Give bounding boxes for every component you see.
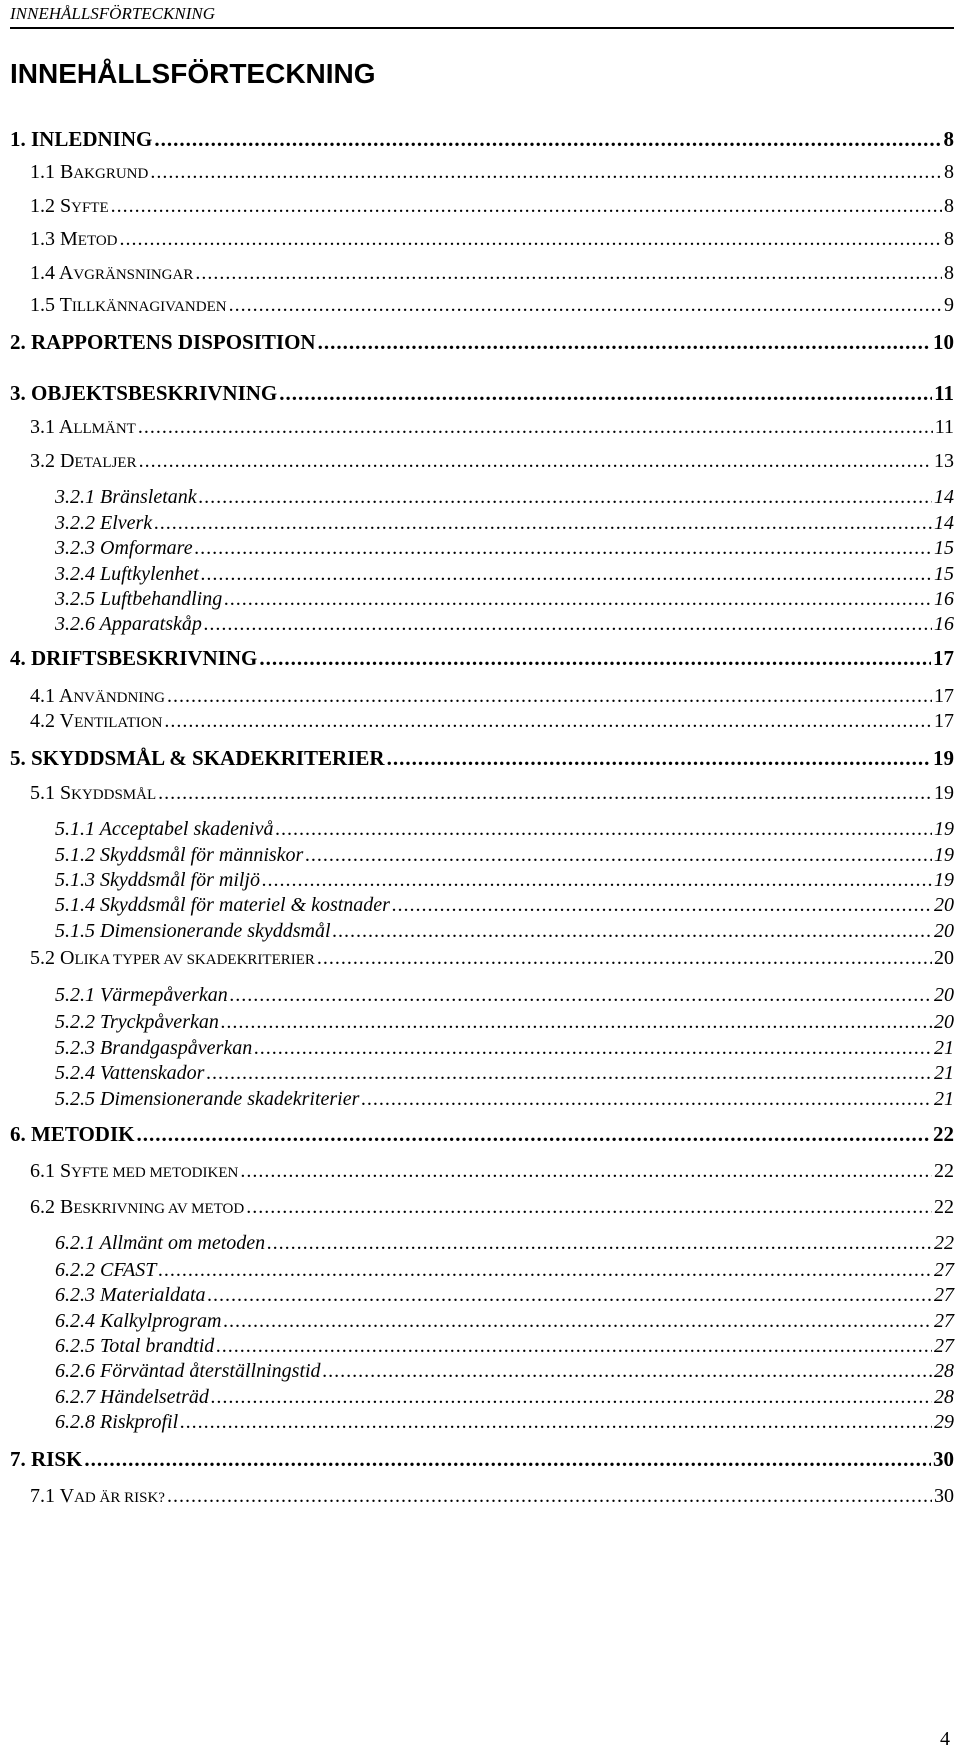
toc-entry[interactable] [55,1283,954,1308]
toc-page-number: 17 [933,646,954,670]
toc-entry[interactable] [10,126,954,152]
toc-entry-label: 5.2.3 Brandgaspåverkan [55,1037,253,1059]
toc-entry-label: 5. SKYDDSMÅL & SKADEKRITERIER [10,746,385,770]
toc-dot-leader [158,781,932,806]
toc-page-number: 19 [934,844,954,866]
toc-entry[interactable] [55,1359,954,1384]
toc-entry[interactable] [55,817,954,842]
toc-page-number: 16 [934,613,954,635]
toc-entry[interactable] [55,536,954,561]
toc-entry-label [30,194,109,221]
toc-entry-number: 6.2 B [30,1196,74,1218]
toc-entry-label [30,709,162,736]
toc-dot-leader [136,1121,931,1147]
toc-dot-leader [154,511,932,536]
toc-page-number: 22 [933,1122,954,1146]
toc-entry-label: 5.1.5 Dimensionerande skyddsmål [55,920,331,942]
toc-dot-leader [254,1036,932,1061]
toc-dot-leader [154,126,941,152]
toc-page-number: 14 [934,486,954,508]
toc-entry-title: AD ÄR RISK? [74,1490,165,1506]
toc-entry-label: 6.2.8 Riskprofil [55,1411,179,1433]
toc-page-number: 21 [934,1062,954,1084]
toc-entry-label: 5.1.4 Skyddsmål för materiel & kostnader [55,894,390,916]
toc-entry[interactable] [30,781,954,806]
toc-entry-label: 3.2.3 Omformare [55,537,193,559]
toc-page-number: 27 [934,1310,954,1332]
toc-page-number: 8 [943,127,954,151]
toc-entry-label [30,160,148,187]
toc-entry[interactable] [55,1334,954,1359]
toc-entry-number: 4.1 A [30,685,74,707]
toc-entry-title: KYDDSMÅL [71,787,157,803]
toc-entry[interactable] [10,745,954,771]
toc-entry-number: 7.1 V [30,1485,75,1507]
toc-page-number: 15 [934,537,954,559]
toc-entry[interactable] [55,983,954,1008]
toc-dot-leader [230,983,932,1008]
toc-dot-leader [204,612,932,637]
toc-entry-label [30,449,137,476]
toc-entry-label: 5.1.3 Skyddsmål för miljö [55,869,260,891]
toc-entry-label: 3.2.1 Bränsletank [55,486,197,508]
toc-entry-label [30,1159,238,1186]
toc-page-number: 8 [944,228,954,250]
toc-entry-label [30,1484,165,1511]
toc-dot-leader [333,919,932,944]
toc-entry-label: 6.2.4 Kalkylprogram [55,1310,222,1332]
toc-entry-title: ETALJER [74,455,137,471]
toc-page-number: 30 [933,1447,954,1471]
toc-dot-leader [259,645,931,671]
toc-entry-label: 3.2.5 Luftbehandling [55,588,223,610]
toc-dot-leader [164,709,932,734]
toc-entry-label: 5.2.4 Vattenskador [55,1062,205,1084]
toc-entry[interactable] [10,645,954,671]
toc-entry[interactable] [55,612,954,637]
toc-entry-number: 6.1 S [30,1160,72,1182]
toc-entry-number: 3.1 A [30,416,74,438]
toc-dot-leader [216,1334,932,1359]
toc-dot-leader [84,1446,931,1472]
toc-dot-leader [246,1195,932,1220]
toc-page-number: 21 [934,1037,954,1059]
toc-entry[interactable] [30,293,954,318]
toc-entry-title: ILLKÄNNAGIVANDEN [71,299,227,315]
toc-page-number: 29 [934,1411,954,1433]
toc-entry[interactable] [55,1258,954,1283]
toc-entry[interactable] [55,485,954,510]
toc-entry[interactable] [30,946,954,971]
toc-entry-title: LLMÄNT [73,421,136,437]
toc-entry-label [30,415,136,442]
toc-dot-leader [240,1159,932,1184]
toc-dot-leader [361,1087,932,1112]
toc-entry[interactable] [30,261,954,286]
toc-dot-leader [267,1231,932,1256]
toc-entry-number: 1.2 S [30,195,72,217]
toc-entry-label: 6.2.6 Förväntad återställningstid [55,1360,321,1382]
toc-entry-label [30,684,165,711]
toc-dot-leader [120,227,942,252]
running-header: INNEHÅLLSFÖRTECKNING [10,4,954,29]
toc-entry-label: 5.1.2 Skyddsmål för människor [55,844,304,866]
toc-page-number: 21 [934,1088,954,1110]
toc-entry[interactable] [30,1195,954,1220]
toc-page-number: 11 [934,381,954,405]
toc-entry-label: 5.2.5 Dimensionerande skadekriterier [55,1088,360,1110]
toc-page-number: 14 [934,512,954,534]
toc-entry[interactable] [55,1385,954,1410]
toc-page-number: 11 [934,416,954,438]
toc-entry[interactable] [30,1484,954,1509]
toc-entry[interactable] [55,919,954,944]
toc-entry[interactable] [55,1410,954,1435]
toc-entry-label [30,227,118,254]
page-number: 4 [940,1728,950,1750]
toc-page-number: 27 [934,1259,954,1281]
toc-dot-leader [201,562,932,587]
toc-entry-label: 6.2.2 CFAST [55,1259,157,1281]
toc-dot-leader [229,293,942,318]
toc-entry[interactable] [30,415,954,440]
toc-dot-leader [167,684,932,709]
toc-dot-leader [138,415,933,440]
toc-entry-label: 7. RISK [10,1447,83,1471]
toc-entry[interactable] [10,1121,954,1147]
toc-entry-label: 5.2.2 Tryckpåverkan [55,1011,219,1033]
toc-entry-label: 6.2.7 Händelseträd [55,1386,209,1408]
toc-entry[interactable] [55,1087,954,1112]
toc-page-number: 22 [934,1160,954,1182]
toc-dot-leader [392,893,932,918]
toc-entry-label [30,946,315,973]
toc-dot-leader [224,587,932,612]
toc-entry-label: 6. METODIK [10,1122,135,1146]
toc-page-number: 8 [944,262,954,284]
toc-dot-leader [317,946,932,971]
toc-entry[interactable] [55,868,954,893]
toc-entry[interactable] [30,709,954,734]
toc-entry[interactable] [30,194,954,219]
toc-dot-leader [211,1385,932,1410]
toc-page-number: 19 [933,746,954,770]
toc-page-number: 20 [934,984,954,1006]
toc-page-number: 28 [934,1360,954,1382]
toc-entry[interactable] [55,1010,954,1035]
toc-dot-leader [221,1010,932,1035]
toc-entry-number: 5.2 O [30,947,75,969]
toc-entry-number: 1.3 M [30,228,78,250]
toc-entry-title: ESKRIVNING AV METOD [73,1201,245,1217]
toc-entry[interactable] [55,1036,954,1061]
toc-page-number: 19 [934,869,954,891]
toc-entry[interactable] [30,449,954,474]
toc-dot-leader [167,1484,932,1509]
toc-entry[interactable] [55,511,954,536]
toc-entry-label: 6.2.1 Allmänt om metoden [55,1232,266,1254]
toc-page-number: 15 [934,563,954,585]
toc-entry-title: LIKA TYPER AV SKADEKRITERIER [74,952,315,968]
toc-entry[interactable] [10,329,954,355]
toc-entry-label: 6.2.3 Materialdata [55,1284,206,1306]
toc-dot-leader [180,1410,932,1435]
toc-page-number: 20 [934,894,954,916]
toc-dot-leader [275,817,932,842]
toc-entry[interactable] [55,893,954,918]
toc-page-number: 22 [934,1232,954,1254]
toc-entry-number: 1.4 A [30,262,74,284]
toc-page-number: 20 [934,1011,954,1033]
toc-page-number: 13 [934,450,954,472]
toc-entry[interactable] [30,227,954,252]
toc-page-number: 27 [934,1335,954,1357]
toc-entry-title: AKGRUND [73,166,149,182]
toc-entry-title: NVÄNDNING [73,690,165,706]
toc-entry[interactable] [55,1309,954,1334]
toc-entry[interactable] [55,587,954,612]
toc-dot-leader [150,160,942,185]
toc-entry-label: 3.2.6 Apparatskåp [55,613,202,635]
toc-entry-title: VGRÄNSNINGAR [73,267,194,283]
toc-entry[interactable] [30,684,954,709]
toc-dot-leader [199,485,932,510]
toc-entry-number: 1.1 B [30,161,74,183]
toc-dot-leader [305,843,932,868]
toc-page-number: 20 [934,920,954,942]
toc-dot-leader [323,1359,932,1384]
toc-entry-title: ETOD [77,233,118,249]
toc-entry-label: 5.1.1 Acceptabel skadenivå [55,818,274,840]
toc-entry-label [30,1195,244,1222]
toc-dot-leader [223,1309,932,1334]
toc-page-number: 30 [934,1485,954,1507]
toc-dot-leader [195,261,942,286]
toc-entry-label: 1. INLEDNING [10,127,153,151]
toc-entry-label: 4. DRIFTSBESKRIVNING [10,646,258,670]
toc-entry[interactable] [30,160,954,185]
toc-entry-number: 4.2 V [30,710,75,732]
toc-dot-leader [139,449,932,474]
toc-entry-number: 5.1 S [30,782,72,804]
toc-entry-label [30,293,227,320]
toc-page-number: 19 [934,818,954,840]
toc-page-number: 22 [934,1196,954,1218]
toc-dot-leader [158,1258,932,1283]
toc-entry-title: YFTE MED METODIKEN [71,1165,239,1181]
toc-entry[interactable] [30,1159,954,1184]
toc-entry-label: 5.2.1 Värmepåverkan [55,984,228,1006]
toc-entry-label [30,261,193,288]
toc-dot-leader [206,1061,932,1086]
toc-entry-label: 6.2.5 Total brandtid [55,1335,215,1357]
toc-page-number: 28 [934,1386,954,1408]
toc-entry-number: 1.5 T [30,294,72,316]
toc-page-number: 17 [934,685,954,707]
toc-dot-leader [262,868,932,893]
toc-entry[interactable] [10,380,954,406]
toc-page-number: 17 [934,710,954,732]
toc-page-number: 8 [944,195,954,217]
toc-dot-leader [318,329,931,355]
toc-dot-leader [387,745,931,771]
toc-entry-title: YFTE [71,200,109,216]
toc-entry-label: 3. OBJEKTSBESKRIVNING [10,381,278,405]
toc-entry[interactable] [55,1061,954,1086]
toc-page-number: 19 [934,782,954,804]
toc-entry[interactable] [55,843,954,868]
toc-page-number: 20 [934,947,954,969]
toc-entry[interactable] [55,1231,954,1256]
toc-entry-label: 3.2.4 Luftkylenhet [55,563,199,585]
toc-page-number: 8 [944,161,954,183]
toc-entry-title: ENTILATION [74,715,163,731]
toc-entry-label: 2. RAPPORTENS DISPOSITION [10,330,316,354]
toc-entry-number: 3.2 D [30,450,75,472]
toc-page-number: 27 [934,1284,954,1306]
toc-dot-leader [208,1283,932,1308]
toc-dot-leader [279,380,932,406]
toc-dot-leader [111,194,942,219]
document-title: INNEHÅLLSFÖRTECKNING [10,58,376,89]
toc-entry-label [30,781,156,808]
toc-entry[interactable] [55,562,954,587]
toc-page-number: 16 [934,588,954,610]
toc-page-number: 9 [944,294,954,316]
toc-page-number: 10 [933,330,954,354]
toc-entry[interactable] [10,1446,954,1472]
toc-entry-label: 3.2.2 Elverk [55,512,153,534]
toc-dot-leader [195,536,932,561]
